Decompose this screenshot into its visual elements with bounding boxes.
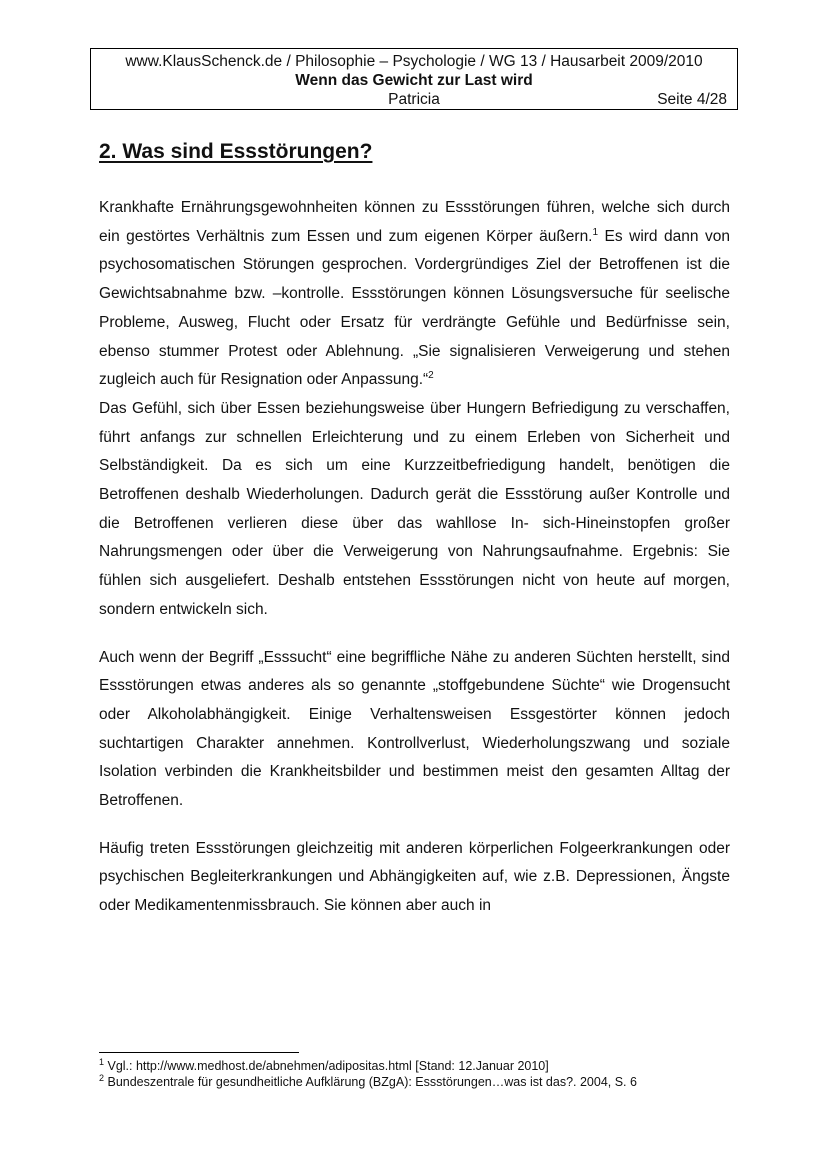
paragraph-1-text-b: Es wird dann von psychosomatischen Störungen gesprochen. Vordergründiges Ziel der Betroffenen ist die Gewichtsabnahme bzw. –kontrolle. Essstörungen können Lösungsversuche für seelische Probleme, Ausweg, Flucht oder Ersatz für verdrängte Gefühle und Bedürfnisse sein, ebenso stummer Protest oder Ablehnung. „Sie signalisieren Verweigerung und stehen zugleich auch für Resignation oder Anpassung.“ [99, 227, 730, 389]
footnote-divider [99, 1052, 299, 1053]
footnotes [99, 1056, 739, 1090]
header-author-row [91, 90, 737, 109]
footnote-1-text: Vgl.: http://www.medhost.de/abnehmen/adipositas.html [Stand: 12.Januar 2010] [104, 1059, 549, 1073]
paragraph-1-text-a: Krankhafte Ernährungsgewohnheiten können zu Essstörungen führen, welche sich durch ein gestörtes Verhältnis zum Essen und zum eigenen Körper äußern. [99, 199, 730, 245]
footnote-2-text: Bundeszentrale für gesundheitliche Aufklärung (BZgA): Essstörungen…was ist das?. 2004, S. 6 [104, 1074, 637, 1089]
body-text [99, 194, 730, 921]
footnote-ref-2: 2 [428, 370, 434, 382]
section-heading: 2. Was sind Essstörungen? [99, 140, 373, 163]
paragraph-3: Auch wenn der Begriff „Esssucht“ eine begriffliche Nähe zu anderen Süchten herstellt, sind Essstörungen etwas anderes als so genannte „stoffgebundene Süchte“ wie Drogensucht oder Alkoholabhängigkeit. Einige Verhaltensweisen Essgestörter können jedoch suchtartigen Charakter annehmen. Kontrollverlust, Wiederholungszwang und soziale Isolation verbinden die Krankheitsbilder und bestimmen meist den gesamten Alltag der Betroffenen. [99, 648, 730, 810]
header-source-line: www.KlausSchenck.de / Philosophie – Psychologie / WG 13 / Hausarbeit 2009/2010 [125, 53, 703, 70]
footnote-2-number: 2 [99, 1072, 105, 1083]
header-title: Wenn das Gewicht zur Last wird [295, 72, 533, 89]
footnote-2 [99, 1072, 739, 1091]
footnote-ref-1: 1 [592, 226, 599, 238]
header-page-number: Seite 4/28 [657, 91, 727, 108]
footnote-1-number: 1 [99, 1056, 105, 1067]
footnote-1 [99, 1056, 739, 1075]
paragraph-4: Häufig treten Essstörungen gleichzeitig mit anderen körperlichen Folgeerkrankungen oder psychischen Begleiterkrankungen und Abhängigkeiten auf, wie z.B. Depressionen, Ängste oder Medikamentenmissbrauch. Sie können aber auch in [99, 839, 730, 915]
page-header [90, 48, 738, 110]
paragraph-1 [99, 194, 730, 395]
header-author: Patricia [388, 91, 440, 108]
paragraph-2: Das Gefühl, sich über Essen beziehungsweise über Hungern Befriedigung zu verschaffen, führt anfangs zur schnellen Erleichterung und zu einem Erleben von Sicherheit und Selbständigkeit. Da es sich um eine Kurzzeitbefriedigung handelt, benötigen die Betroffenen deshalb Wiederholungen. Dadurch gerät die Essstörung außer Kontrolle und die Betroffenen verlieren diese über das wahllose In- sich-Hineinstopfen großer Nahrungsmengen oder über die Verweigerung von Nahrungsaufnahme. Ergebnis: Sie fühlen sich ausgeliefert. Deshalb entstehen Essstörungen nicht von heute auf morgen, sondern entwickeln sich. [99, 399, 730, 618]
